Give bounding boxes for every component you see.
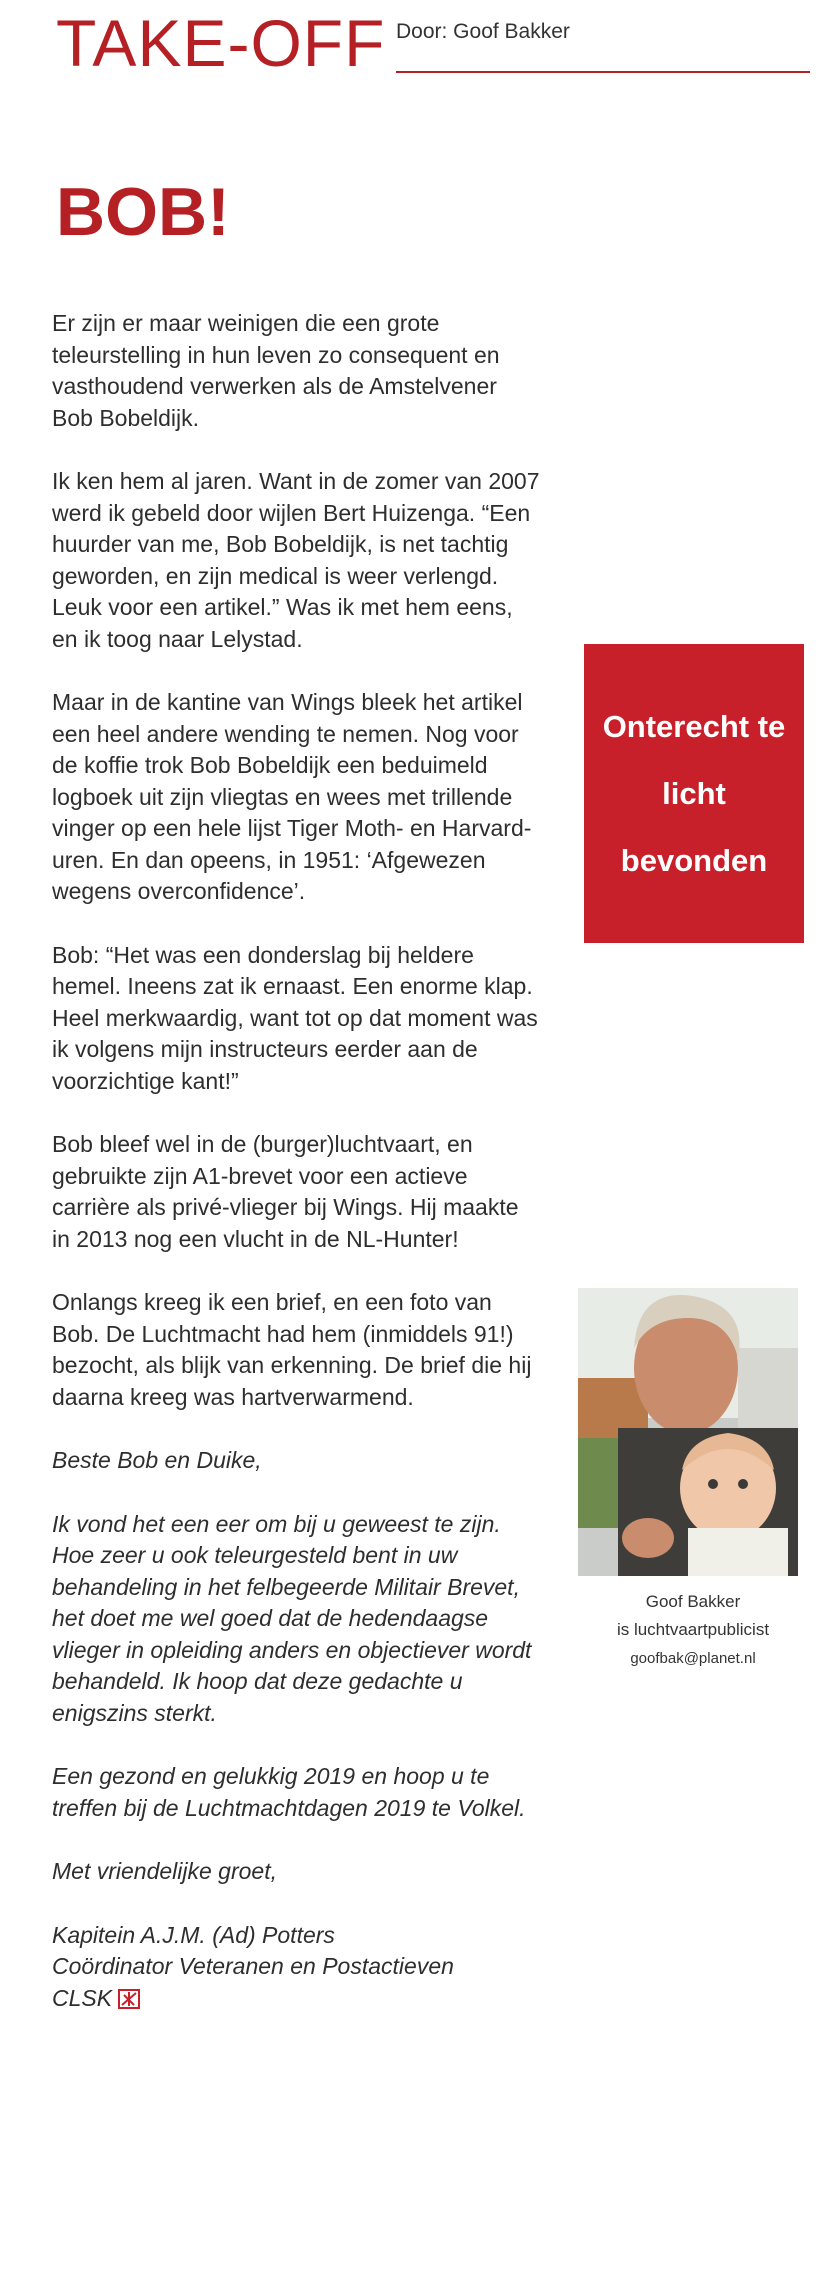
paragraph: Maar in de kantine van Wings bleek het artikel een heel andere wending te nemen. Nog voor de koffie trok Bob Bobeldijk een beduimeld logboek uit zijn vliegtas en wees met trillende vinger op een hele lijst Tiger Moth- en Harvard-uren. En dan opeens, in 1951: ‘Afgewezen wegens overconfidence’. xyxy=(52,689,532,904)
org-name: CLSK xyxy=(52,1984,113,2011)
author-email: goofbak@planet.nl xyxy=(630,1650,756,1667)
letter-body: Ik vond het een eer om bij u geweest te zijn. Hoe zeer u ook teleurgesteld bent in uw behandeling in het felbegeerde Militair Brevet, het doet me wel goed dat de hedendaagse vlieger in opleiding anders en objectiever wordt behandeld. Ik hoop dat deze gedachte u enigszins sterkt. xyxy=(52,1510,532,1726)
photo-illustration xyxy=(578,1288,798,1576)
paragraph-intro: Er zijn er maar weinigen die een grote teleurstelling in hun leven zo consequent en vasthoudend verwerken als de Amstelvener Bob Bobeldijk. xyxy=(52,310,500,431)
pull-quote-box xyxy=(584,644,804,943)
byline: Door: Goof Bakker xyxy=(396,20,570,43)
letter-salutation: Beste Bob en Duike, xyxy=(52,1447,262,1473)
author-name: Goof Bakker xyxy=(645,1592,741,1611)
clsk-logo-icon xyxy=(118,1989,140,2009)
paragraph: Bob: “Het was een donderslag bij heldere hemel. Ineens zat ik ernaast. Een enorme klap. Heel merkwaardig, want tot op dat moment was ik volgens mijn instructeurs eerder aan de voorzichtige kant!” xyxy=(52,941,538,1094)
letter-closing: Met vriendelijke groet, xyxy=(52,1858,277,1884)
paragraph: Onlangs kreeg ik een brief, en een foto van Bob. De Luchtmacht had hem (inmiddels 91!) bezocht, als blijk van erkenning. De brief die hij daarna kreeg was hartverwarmend. xyxy=(52,1289,532,1410)
author-photo xyxy=(578,1288,798,1576)
letter-signature-org xyxy=(52,1983,542,2015)
section-title: TAKE-OFF xyxy=(56,6,386,80)
pull-quote-text: Onterecht te licht bevonden xyxy=(602,709,786,878)
letter-signature-name: Kapitein A.J.M. (Ad) Potters xyxy=(52,1921,335,1948)
header-divider xyxy=(396,71,810,73)
letter-body: Een gezond en gelukkig 2019 en hoop u te treffen bij de Luchtmachtdagen 2019 te Volkel. xyxy=(52,1763,526,1821)
article-body xyxy=(52,308,542,2014)
letter-signature-title: Coördinator Veteranen en Postactieven xyxy=(52,1953,454,1979)
author-caption xyxy=(578,1588,808,1674)
article-headline: BOB! xyxy=(56,174,230,250)
paragraph: Bob bleef wel in de (burger)luchtvaart, en gebruikte zijn A1-brevet voor een actieve carrière als privé-vlieger bij Wings. Hij maakte in 2013 nog een vlucht in de NL-Hunter! xyxy=(52,1131,519,1252)
author-role: is luchtvaartpublicist xyxy=(616,1620,770,1639)
paragraph: Ik ken hem al jaren. Want in de zomer van 2007 werd ik gebeld door wijlen Bert Huizenga. “Een huurder van me, Bob Bobeldijk, is net tachtig geworden, en zijn medical is weer verlengd. Leuk voor een artikel.” Was ik met hem eens, en ik toog naar Lelystad. xyxy=(52,468,540,652)
